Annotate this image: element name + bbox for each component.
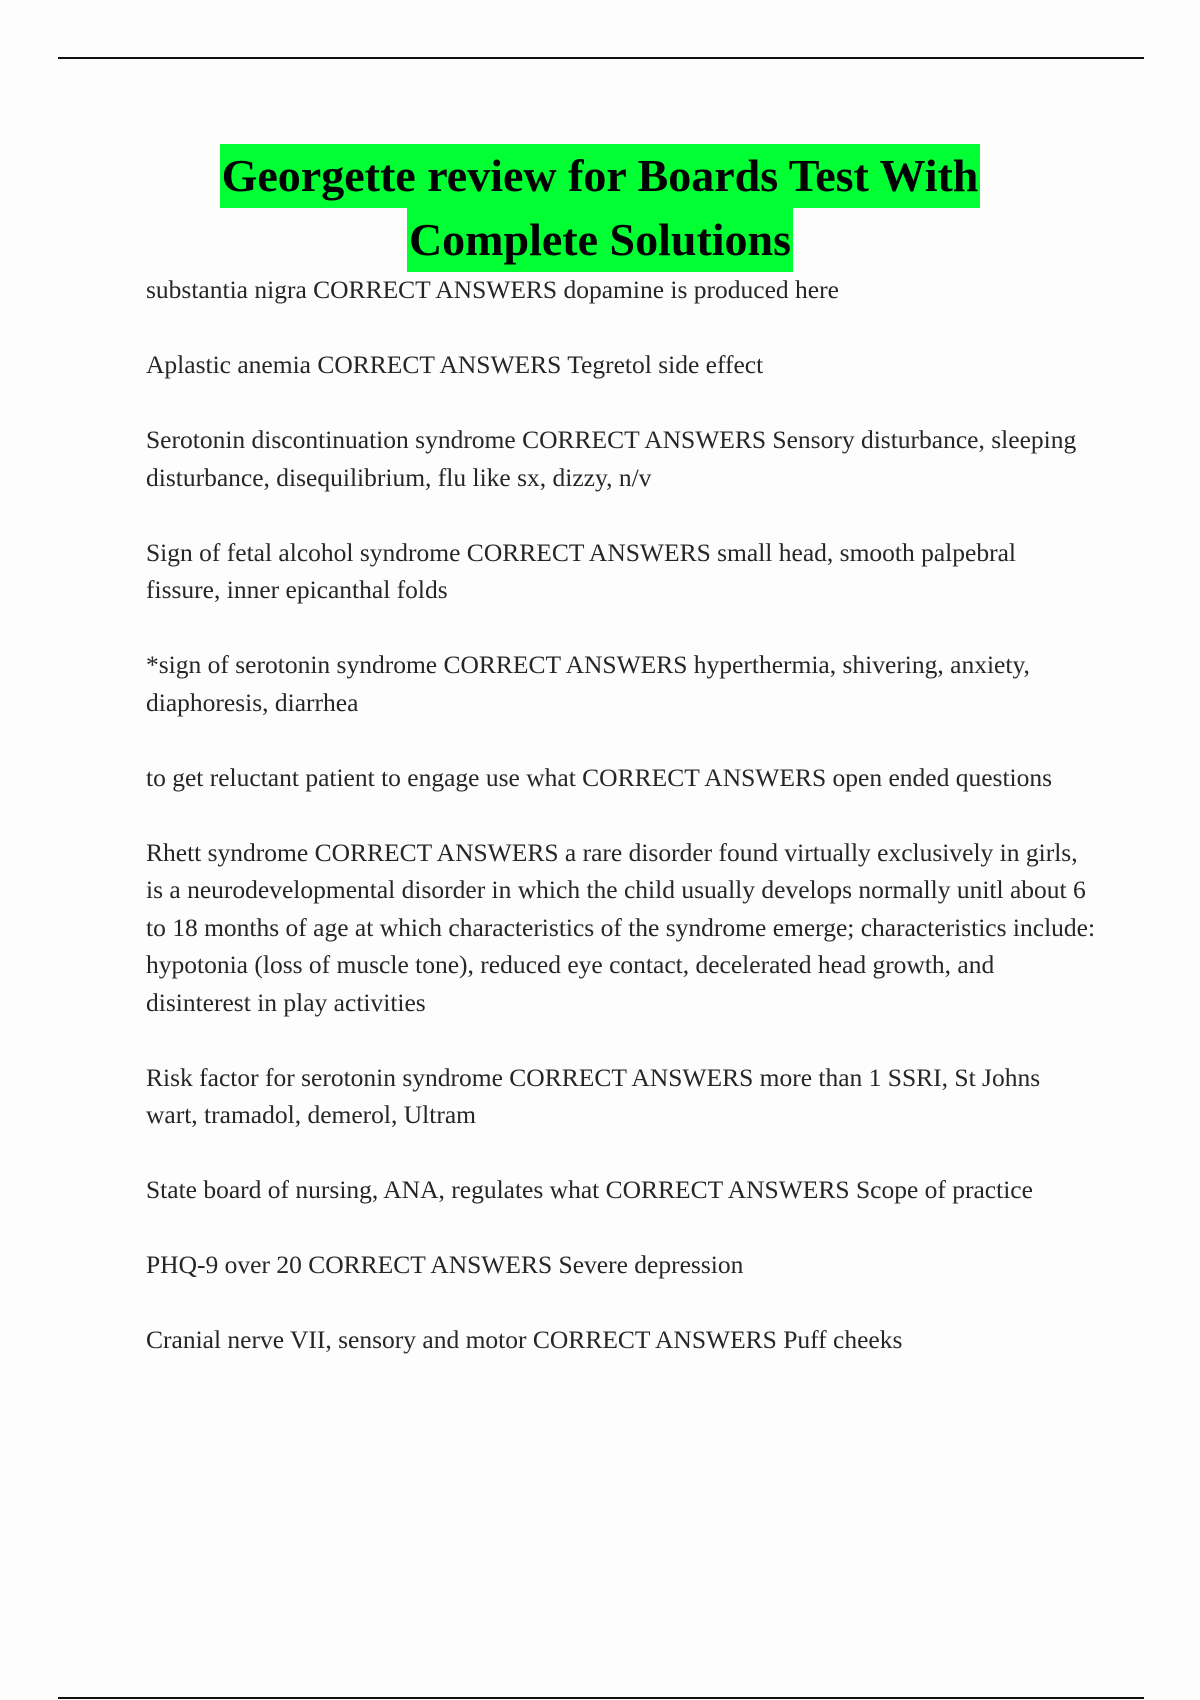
qa-item-phq9: PHQ-9 over 20 CORRECT ANSWERS Severe depression xyxy=(146,1250,744,1279)
qa-item-fetal-alcohol: Sign of fetal alcohol syndrome CORRECT ANSWERS small head, smooth palpebral fissure, inner epicanthal folds xyxy=(146,537,1016,604)
qa-item-substantia-nigra: substantia nigra CORRECT ANSWERS dopamine is produced here xyxy=(146,275,839,304)
qa-item-serotonin-discontinuation: Serotonin discontinuation syndrome CORRECT ANSWERS Sensory disturbance, sleeping disturbance, disequilibrium, flu like sx, dizzy, n/v xyxy=(146,425,1077,492)
qa-item-cranial-nerve: Cranial nerve VII, sensory and motor CORRECT ANSWERS Puff cheeks xyxy=(146,1325,903,1354)
qa-item-aplastic-anemia: Aplastic anemia CORRECT ANSWERS Tegretol side effect xyxy=(146,350,764,379)
bottom-rule xyxy=(58,1697,1144,1699)
qa-item-rhett-syndrome: Rhett syndrome CORRECT ANSWERS a rare disorder found virtually exclusively in girls, is a neurodevelopmental disorder in which the child usually develops normally unitl about 6 to 18 months of age at which characteristics of the syndrome emerge; characteristics include: hypotonia (loss of muscle tone), reduced eye contact, decelerated head growth, and disinterest in play activities xyxy=(146,837,1096,1017)
page-title xyxy=(0,144,1200,272)
title-line-2: Complete Solutions xyxy=(407,208,793,272)
qa-item-reluctant-patient: to get reluctant patient to engage use what CORRECT ANSWERS open ended questions xyxy=(146,762,1053,792)
qa-item-serotonin-risk: Risk factor for serotonin syndrome CORRECT ANSWERS more than 1 SSRI, St Johns wart, tramadol, demerol, Ultram xyxy=(146,1062,1041,1129)
qa-list xyxy=(146,271,1096,1396)
qa-item-serotonin-syndrome-sign: *sign of serotonin syndrome CORRECT ANSWERS hyperthermia, shivering, anxiety, diaphoresis, diarrhea xyxy=(146,650,1030,717)
title-line-1: Georgette review for Boards Test With xyxy=(220,144,981,208)
top-rule xyxy=(58,57,1144,59)
qa-item-state-board: State board of nursing, ANA, regulates what CORRECT ANSWERS Scope of practice xyxy=(146,1175,1033,1204)
